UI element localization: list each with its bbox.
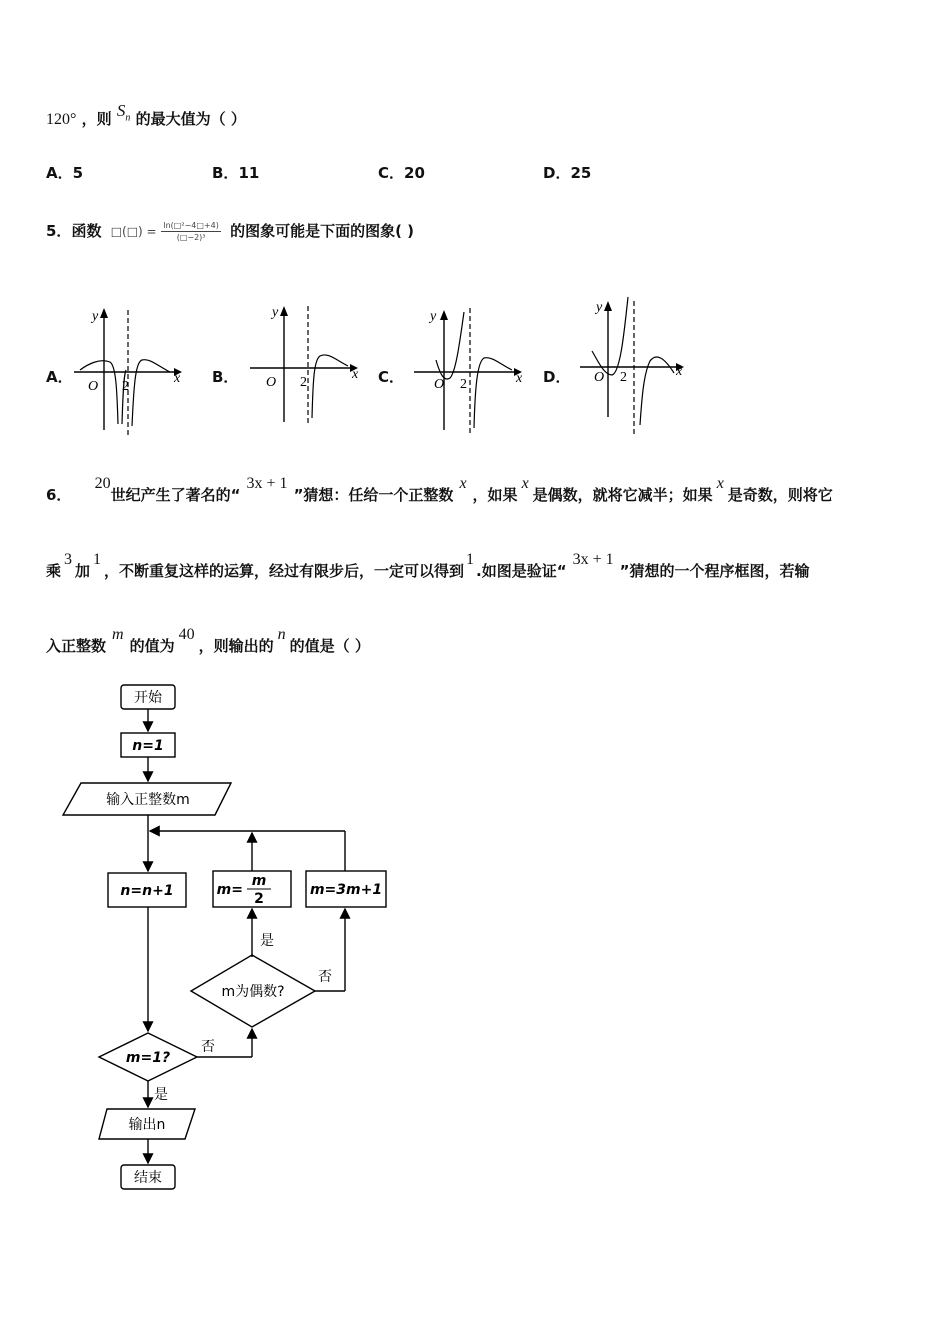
graph-a-y: y bbox=[92, 309, 99, 324]
sn-sub: n bbox=[125, 112, 131, 124]
q4-stem-line bbox=[46, 101, 246, 131]
init-label: n=1 bbox=[132, 738, 164, 754]
end-label: 结束 bbox=[134, 1170, 162, 1186]
q5-stem-line bbox=[46, 220, 414, 243]
graph-b-y: y bbox=[272, 305, 279, 320]
q6-l2-e: ，不断重复这样的运算，经过有限步后，一定可以得到 bbox=[104, 562, 465, 580]
graph-label-b[interactable]: B． bbox=[212, 368, 239, 386]
q6-three: 3 bbox=[64, 551, 73, 568]
q6-x-2: x bbox=[521, 475, 529, 492]
q6-l2-c: 加 bbox=[75, 562, 91, 580]
graph-a-x: x bbox=[174, 371, 181, 386]
increment-label: n=n+1 bbox=[120, 883, 174, 899]
option-d-label: D． bbox=[543, 164, 571, 182]
q5-number: 5． bbox=[46, 222, 72, 240]
q6-l3-a: 入正整数 bbox=[46, 637, 107, 655]
graph-c-origin: O bbox=[434, 377, 445, 392]
option-c-value: 20 bbox=[404, 164, 425, 182]
q6-l2-g: .如图是验证“ bbox=[476, 562, 567, 580]
graph-label-a[interactable]: A． bbox=[46, 368, 73, 386]
option-c-label: C． bbox=[378, 164, 405, 182]
q6-number: 6． bbox=[46, 486, 72, 504]
q6-m: m bbox=[112, 626, 124, 643]
q6-l1-h: 是偶数，就将它减半；如果 bbox=[532, 486, 713, 504]
q5-text-2: 的图象可能是下面的图象( ) bbox=[230, 222, 415, 240]
option-d[interactable] bbox=[543, 162, 591, 183]
graph-b-x: x bbox=[352, 367, 359, 382]
graph-a[interactable] bbox=[74, 300, 194, 440]
option-b[interactable] bbox=[212, 162, 259, 183]
q6-n: n bbox=[277, 626, 286, 643]
graph-c[interactable] bbox=[414, 300, 534, 440]
q6-l3-e: ，则输出的 bbox=[198, 637, 274, 655]
q6-one-b: 1 bbox=[466, 551, 475, 568]
graph-b-two: 2 bbox=[300, 375, 307, 390]
angle-value: 120° bbox=[46, 111, 77, 128]
q4-text-1: ，则 bbox=[81, 110, 112, 128]
q6-line-1 bbox=[46, 475, 833, 505]
q6-l1-j: 是奇数，则将它 bbox=[727, 486, 833, 504]
q6-line-2 bbox=[46, 551, 810, 581]
even-label: m为偶数? bbox=[221, 984, 285, 1000]
option-b-value: 11 bbox=[238, 164, 260, 182]
half-den: 2 bbox=[254, 891, 264, 907]
graph-d[interactable] bbox=[580, 295, 700, 440]
q6-l1-f: ，如果 bbox=[472, 486, 518, 504]
q6-century: 20 bbox=[94, 475, 111, 492]
option-b-label: B． bbox=[212, 164, 239, 182]
graph-c-y: y bbox=[430, 309, 437, 324]
graph-b[interactable] bbox=[250, 300, 370, 440]
q6-l2-i: ”猜想的一个程序框图，若输 bbox=[619, 562, 810, 580]
option-a-label: A． bbox=[46, 164, 73, 182]
input-label: 输入正整数m bbox=[106, 792, 190, 808]
output-label: 输出n bbox=[128, 1117, 166, 1133]
q6-l1-d: ”猜想：任给一个正整数 bbox=[293, 486, 454, 504]
half-lhs: m= bbox=[216, 882, 243, 898]
graph-d-x: x bbox=[676, 364, 683, 379]
eq1-label: m=1? bbox=[125, 1050, 171, 1066]
q6-one-a: 1 bbox=[93, 551, 102, 568]
option-c[interactable] bbox=[378, 162, 425, 183]
q6-line-3 bbox=[46, 626, 370, 656]
graph-d-two: 2 bbox=[620, 370, 627, 385]
sn-main: S bbox=[116, 101, 126, 120]
q6-expr-2: 3x + 1 bbox=[572, 551, 614, 568]
graph-d-origin: O bbox=[594, 370, 605, 385]
q4-text-2: 的最大值为（ ） bbox=[135, 110, 246, 128]
sn-symbol bbox=[116, 101, 131, 124]
function-formula bbox=[111, 220, 221, 243]
yes2-label: 是 bbox=[154, 1087, 168, 1103]
func-denominator: (□−2)³ bbox=[176, 233, 206, 242]
no2-label: 否 bbox=[201, 1039, 215, 1055]
yes-label: 是 bbox=[260, 933, 274, 949]
graph-d-y: y bbox=[596, 300, 603, 315]
option-a-value: 5 bbox=[72, 164, 84, 182]
graph-a-two: 2 bbox=[122, 379, 129, 394]
no-label: 否 bbox=[318, 969, 332, 985]
option-d-value: 25 bbox=[570, 164, 592, 182]
graph-label-d[interactable]: D． bbox=[543, 368, 571, 386]
q6-forty: 40 bbox=[178, 626, 195, 643]
start-label: 开始 bbox=[134, 690, 162, 706]
flowchart bbox=[55, 675, 405, 1205]
q6-l2-a: 乘 bbox=[46, 562, 62, 580]
func-lhs: □(□) = bbox=[110, 224, 157, 239]
q6-x-3: x bbox=[716, 475, 724, 492]
half-num: m bbox=[251, 873, 267, 889]
triple-label: m=3m+1 bbox=[309, 882, 383, 898]
graph-c-x: x bbox=[516, 371, 523, 386]
q6-l3-g: 的值是（ ） bbox=[289, 637, 370, 655]
q6-l3-c: 的值为 bbox=[129, 637, 175, 655]
graph-c-two: 2 bbox=[460, 377, 467, 392]
graph-a-origin: O bbox=[88, 379, 99, 394]
graph-label-c[interactable]: C． bbox=[378, 368, 405, 386]
q5-text-1: 函数 bbox=[71, 222, 102, 240]
q6-expr-1: 3x + 1 bbox=[246, 475, 288, 492]
q6-l1-b: 世纪产生了著名的“ bbox=[110, 486, 241, 504]
graph-b-origin: O bbox=[266, 375, 277, 390]
q6-x-1: x bbox=[459, 475, 467, 492]
option-a[interactable] bbox=[46, 162, 83, 183]
func-numerator: ln(□²−4□+4) bbox=[163, 221, 219, 230]
